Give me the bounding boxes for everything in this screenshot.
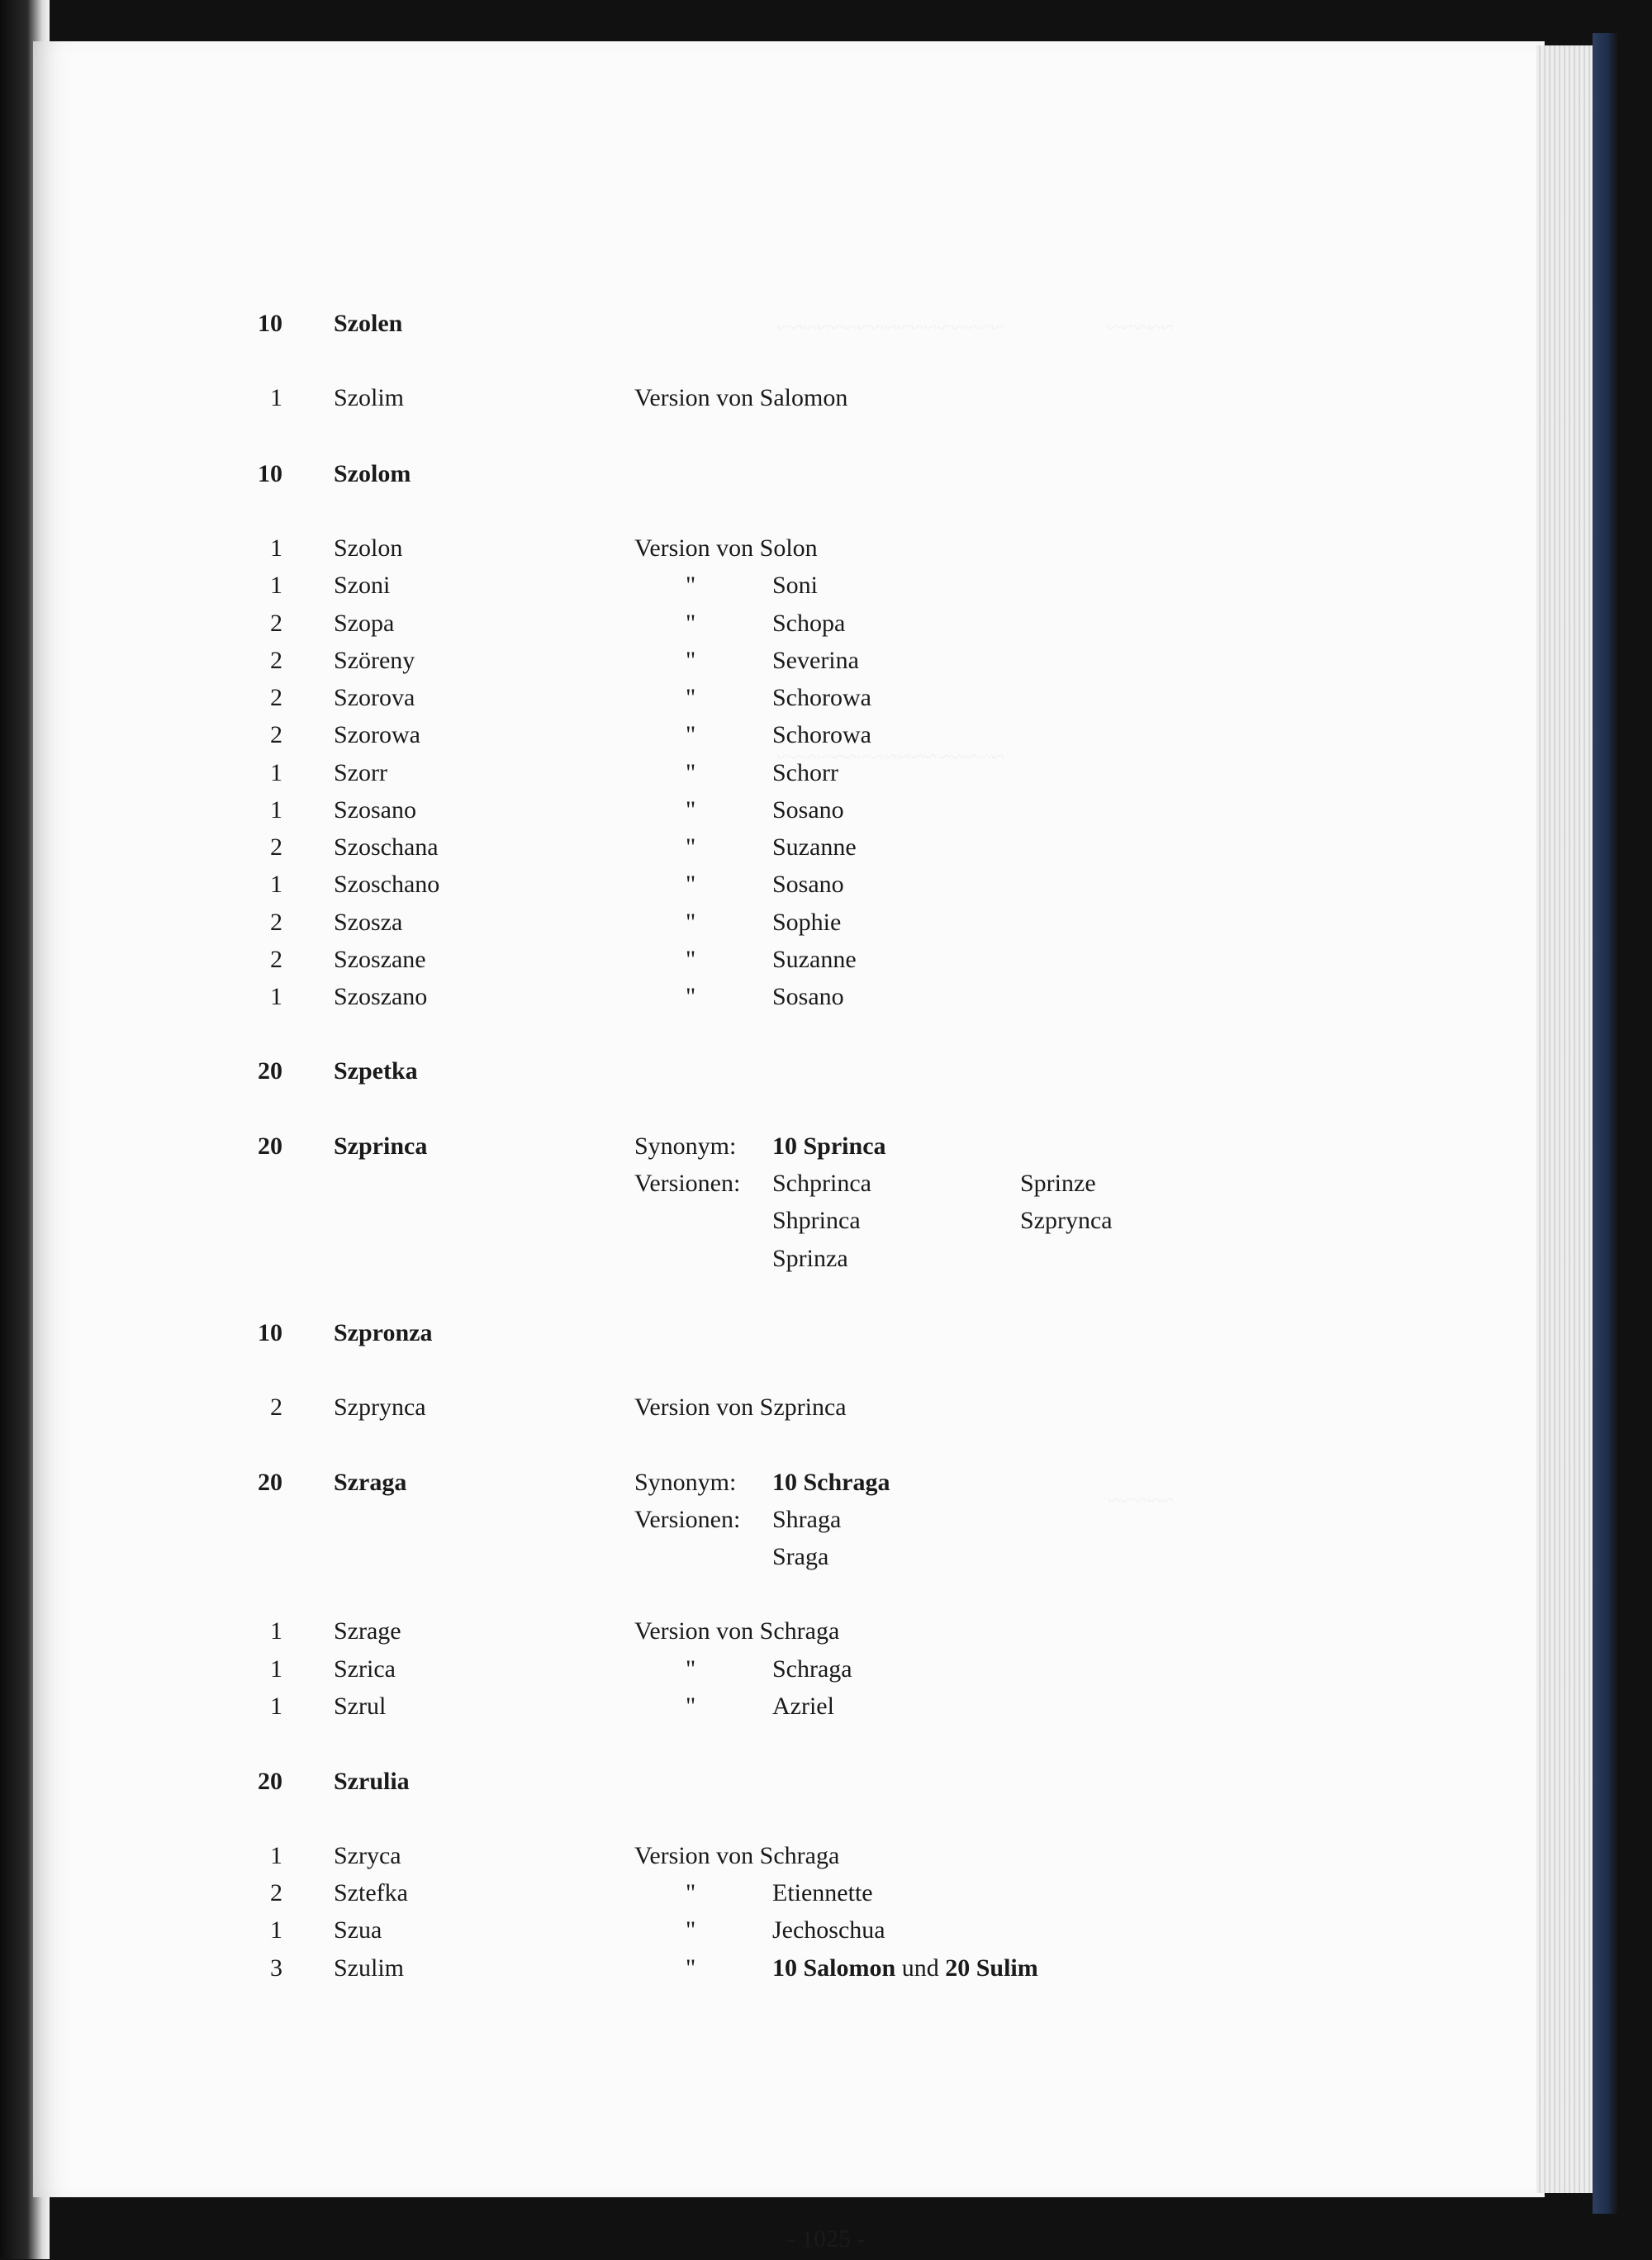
name-label: Szorova bbox=[334, 684, 415, 711]
name-label: Szoszane bbox=[334, 946, 426, 973]
relation-label: Version von Szprinca bbox=[634, 1394, 847, 1421]
name-entry-row bbox=[0, 1053, 1652, 1090]
frequency-number: 1 bbox=[270, 1655, 282, 1683]
reference-name: Schraga bbox=[772, 1655, 852, 1683]
reference-name-bold: 10 Salomon bbox=[772, 1954, 896, 1982]
reference-name: Szprynca bbox=[1020, 1207, 1113, 1234]
name-entry-row bbox=[0, 1128, 1652, 1165]
reference-name-bold: 10 Schraga bbox=[772, 1469, 890, 1496]
name-entry-row bbox=[0, 755, 1652, 791]
name-entry-row bbox=[0, 567, 1652, 604]
frequency-number: 1 bbox=[270, 1916, 282, 1944]
relation-label: Synonym: bbox=[634, 1132, 737, 1160]
relation-label: Version von Schraga bbox=[634, 1842, 840, 1869]
reference-name: Sosano bbox=[772, 796, 844, 824]
reference-name bbox=[772, 1465, 890, 1501]
reference-connector: und bbox=[895, 1954, 946, 1982]
ditto-mark: " bbox=[686, 983, 696, 1010]
name-label: Szolen bbox=[334, 310, 403, 337]
frequency-number: 1 bbox=[270, 1617, 282, 1645]
name-label: Szpetka bbox=[334, 1057, 418, 1085]
relation-label: Version von Solon bbox=[634, 534, 818, 562]
frequency-number: 20 bbox=[258, 1768, 282, 1795]
reference-name bbox=[772, 1128, 886, 1165]
name-label: Szolom bbox=[334, 460, 411, 487]
name-entry-row bbox=[0, 829, 1652, 866]
name-entry-row bbox=[0, 1203, 1652, 1239]
reference-name: Sophie bbox=[772, 909, 842, 936]
frequency-number: 2 bbox=[270, 833, 282, 861]
relation-label: Versionen: bbox=[634, 1170, 741, 1197]
name-entry-row bbox=[0, 1389, 1652, 1426]
name-entry-row bbox=[0, 904, 1652, 941]
reference-name: Sosano bbox=[772, 983, 844, 1010]
reference-name: Schorowa bbox=[772, 684, 871, 711]
name-label: Szraga bbox=[334, 1469, 407, 1496]
reference-name: Shraga bbox=[772, 1506, 842, 1533]
frequency-number: 2 bbox=[270, 684, 282, 711]
name-entry-row bbox=[0, 1764, 1652, 1800]
ditto-mark: " bbox=[686, 946, 696, 973]
name-label: Szprynca bbox=[334, 1394, 426, 1421]
reference-name: Soni bbox=[772, 572, 819, 599]
reference-name: Schprinca bbox=[772, 1170, 871, 1197]
frequency-number: 1 bbox=[270, 983, 282, 1010]
name-label: Szosza bbox=[334, 909, 403, 936]
ditto-mark: " bbox=[686, 1655, 696, 1683]
reference-name: Etiennette bbox=[772, 1879, 873, 1906]
name-entry-row bbox=[0, 306, 1652, 342]
name-label: Szoschano bbox=[334, 871, 440, 898]
reference-name: Schopa bbox=[772, 610, 846, 637]
name-label: Szöreny bbox=[334, 647, 415, 674]
name-entry-row bbox=[0, 1912, 1652, 1949]
relation-label: Version von Salomon bbox=[634, 384, 848, 411]
ditto-mark: " bbox=[686, 1693, 696, 1720]
name-label: Szprinca bbox=[334, 1132, 428, 1160]
name-entry-row bbox=[0, 1539, 1652, 1575]
reference-name: Schorr bbox=[772, 759, 838, 786]
name-label: Szrulia bbox=[334, 1768, 410, 1795]
name-entry-row bbox=[0, 979, 1652, 1015]
name-label: Szolim bbox=[334, 384, 405, 411]
frequency-number: 1 bbox=[270, 534, 282, 562]
frequency-number: 20 bbox=[258, 1057, 282, 1085]
ditto-mark: " bbox=[686, 684, 696, 711]
frequency-number: 2 bbox=[270, 721, 282, 748]
name-label: Szopa bbox=[334, 610, 395, 637]
frequency-number: 10 bbox=[258, 460, 282, 487]
name-entry-row bbox=[0, 530, 1652, 567]
name-entry-row bbox=[0, 866, 1652, 903]
frequency-number: 1 bbox=[270, 384, 282, 411]
name-entry-row bbox=[0, 1613, 1652, 1650]
name-label: Szorr bbox=[334, 759, 387, 786]
frequency-number: 10 bbox=[258, 1319, 282, 1346]
name-label: Sztefka bbox=[334, 1879, 408, 1906]
frequency-number: 1 bbox=[270, 1842, 282, 1869]
name-entry-row bbox=[0, 1166, 1652, 1202]
name-entry-row bbox=[0, 1502, 1652, 1538]
name-entry-row bbox=[0, 1875, 1652, 1911]
page-number: - 1025 - bbox=[786, 2225, 866, 2253]
ditto-mark: " bbox=[686, 833, 696, 861]
ditto-mark: " bbox=[686, 721, 696, 748]
name-entry-row bbox=[0, 1651, 1652, 1688]
frequency-number: 3 bbox=[270, 1954, 282, 1982]
frequency-number: 20 bbox=[258, 1469, 282, 1496]
name-label: Szrul bbox=[334, 1693, 387, 1720]
name-entry-row bbox=[0, 942, 1652, 978]
name-label: Szryca bbox=[334, 1842, 401, 1869]
name-entry-row bbox=[0, 1838, 1652, 1874]
name-label: Szrica bbox=[334, 1655, 396, 1683]
frequency-number: 1 bbox=[270, 1693, 282, 1720]
relation-label: Versionen: bbox=[634, 1506, 741, 1533]
name-entry-row bbox=[0, 717, 1652, 753]
ditto-mark: " bbox=[686, 759, 696, 786]
frequency-number: 1 bbox=[270, 871, 282, 898]
frequency-number: 1 bbox=[270, 572, 282, 599]
name-label: Szua bbox=[334, 1916, 382, 1944]
name-entry-row bbox=[0, 456, 1652, 492]
ditto-mark: " bbox=[686, 647, 696, 674]
name-entry-row bbox=[0, 380, 1652, 416]
name-entry-row bbox=[0, 680, 1652, 716]
name-entry-row bbox=[0, 1315, 1652, 1351]
name-label: Szoschana bbox=[334, 833, 439, 861]
ditto-mark: " bbox=[686, 572, 696, 599]
name-label: Szoszano bbox=[334, 983, 428, 1010]
ditto-mark: " bbox=[686, 871, 696, 898]
ditto-mark: " bbox=[686, 1954, 696, 1982]
reference-name: Sprinza bbox=[772, 1245, 848, 1272]
frequency-number: 2 bbox=[270, 1394, 282, 1421]
relation-label: Version von Schraga bbox=[634, 1617, 840, 1645]
reference-name: Jechoschua bbox=[772, 1916, 885, 1944]
reference-name: Shprinca bbox=[772, 1207, 861, 1234]
frequency-number: 2 bbox=[270, 610, 282, 637]
reference-name: Suzanne bbox=[772, 833, 857, 861]
name-label: Szulim bbox=[334, 1954, 405, 1982]
name-entry-row bbox=[0, 1688, 1652, 1725]
name-label: Szosano bbox=[334, 796, 416, 824]
name-entry-row bbox=[0, 1241, 1652, 1277]
reference-name: Suzanne bbox=[772, 946, 857, 973]
name-entry-row bbox=[0, 1465, 1652, 1501]
reference-name: Sosano bbox=[772, 871, 844, 898]
ditto-mark: " bbox=[686, 909, 696, 936]
reference-name: Azriel bbox=[772, 1693, 834, 1720]
reference-name-bold: 20 Sulim bbox=[945, 1954, 1038, 1982]
reference-name-bold: 10 Sprinca bbox=[772, 1132, 886, 1160]
name-label: Szorowa bbox=[334, 721, 420, 748]
reference-name bbox=[772, 1950, 1038, 1987]
relation-label: Synonym: bbox=[634, 1469, 737, 1496]
name-entry-row bbox=[0, 605, 1652, 642]
frequency-number: 2 bbox=[270, 1879, 282, 1906]
ditto-mark: " bbox=[686, 796, 696, 824]
name-label: Szoni bbox=[334, 572, 391, 599]
frequency-number: 2 bbox=[270, 647, 282, 674]
reference-name: Sprinze bbox=[1020, 1170, 1096, 1197]
ditto-mark: " bbox=[686, 1916, 696, 1944]
reference-name: Severina bbox=[772, 647, 859, 674]
frequency-number: 2 bbox=[270, 946, 282, 973]
frequency-number: 20 bbox=[258, 1132, 282, 1160]
frequency-number: 1 bbox=[270, 796, 282, 824]
name-entry-row bbox=[0, 792, 1652, 829]
ditto-mark: " bbox=[686, 610, 696, 637]
name-label: Szolon bbox=[334, 534, 403, 562]
frequency-number: 10 bbox=[258, 310, 282, 337]
name-entry-row bbox=[0, 643, 1652, 679]
name-label: Szpronza bbox=[334, 1319, 433, 1346]
reference-name: Schorowa bbox=[772, 721, 871, 748]
frequency-number: 1 bbox=[270, 759, 282, 786]
name-entry-row bbox=[0, 1950, 1652, 1987]
ditto-mark: " bbox=[686, 1879, 696, 1906]
frequency-number: 2 bbox=[270, 909, 282, 936]
name-label: Szrage bbox=[334, 1617, 401, 1645]
reference-name: Sraga bbox=[772, 1543, 829, 1570]
